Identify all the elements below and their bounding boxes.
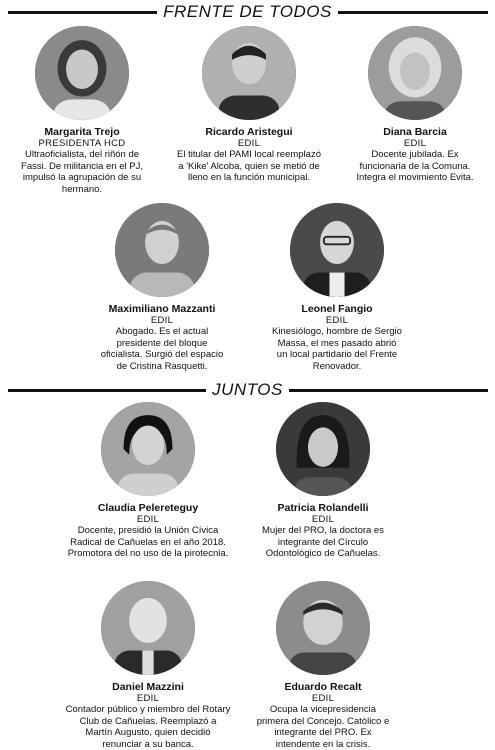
person-name: Leonel Fangio xyxy=(301,303,373,315)
person-role: EDIL xyxy=(325,315,349,326)
person-name: Ricardo Aristegui xyxy=(205,126,293,138)
portrait-photo xyxy=(276,581,370,675)
section-title-frente: FRENTE DE TODOS xyxy=(157,2,338,21)
person-description: Kinesiólogo, hombre de Sergio Massa, el mes pasado abrió un local partidario del Frente Renovador. xyxy=(272,326,402,372)
person-role: EDIL xyxy=(136,693,160,704)
person-role: PRESIDENTA HCD xyxy=(38,138,126,149)
person-name: Patricia Rolandelli xyxy=(277,502,369,514)
person-role: EDIL xyxy=(311,514,335,525)
person-name: Eduardo Recalt xyxy=(284,681,362,693)
profile-mazzanti xyxy=(77,203,247,372)
person-name: Margarita Trejo xyxy=(44,126,120,138)
section-header-juntos xyxy=(0,380,495,400)
person-name: Daniel Mazzini xyxy=(112,681,184,693)
profile-recalt xyxy=(238,581,408,750)
profile-fangio xyxy=(252,203,422,372)
profile-aristegui xyxy=(164,26,334,184)
person-role: EDIL xyxy=(311,693,335,704)
portrait-photo xyxy=(290,203,384,297)
person-role: EDIL xyxy=(136,514,160,525)
person-description: Docente, presidió la Unión Cívica Radical de Cañuelas en el año 2018. Promotora del no uso de la pirotecnia. xyxy=(67,525,229,559)
person-role: EDIL xyxy=(150,315,174,326)
profile-mazzini xyxy=(63,581,233,750)
person-description: Contador público y miembro del Rotary Club de Cañuelas. Reemplazó a Martín Augusto, quien decidió renunciar a su banca. xyxy=(65,704,231,750)
portrait-photo xyxy=(101,402,195,496)
person-description: Abogado. Es el actual presidente del bloque oficialista. Surgió del espacio de Cristina Rasquetti. xyxy=(100,326,224,372)
portrait-photo xyxy=(276,402,370,496)
profile-barcia xyxy=(330,26,495,184)
profile-rolandelli xyxy=(238,402,408,560)
person-name: Diana Barcia xyxy=(383,126,447,138)
portrait-photo xyxy=(202,26,296,120)
portrait-photo xyxy=(35,26,129,120)
person-description: Ocupa la vicepresidencia primera del Concejo. Católico e integrante del PRO. Ex intendente en la crisis. xyxy=(256,704,390,750)
person-role: EDIL xyxy=(403,138,427,149)
person-description: El titular del PAMI local reemplazó a 'Kike' Alcoba, quien se metió de lleno en la función municipal. xyxy=(177,149,321,183)
section-header-frente xyxy=(0,2,495,22)
portrait-photo xyxy=(115,203,209,297)
portrait-photo xyxy=(368,26,462,120)
section-title-juntos: JUNTOS xyxy=(206,380,289,399)
person-description: Docente jubilada. Ex funcionaria de la Comuna. Integra el movimiento Evita. xyxy=(356,149,474,183)
person-name: Claudia Pelereteguy xyxy=(97,502,199,514)
profile-trejo xyxy=(0,26,167,195)
person-description: Mujer del PRO, la doctora es integrante del Círculo Odontológico de Cañuelas. xyxy=(262,525,384,559)
person-description: Ultraoficialista, del riñón de Fassi. De militancia en el PJ, impulsó la agrupación de su hermano. xyxy=(21,149,143,195)
person-name: Maximiliano Mazzanti xyxy=(108,303,216,315)
profile-pelereteguy xyxy=(63,402,233,560)
person-role: EDIL xyxy=(237,138,261,149)
portrait-photo xyxy=(101,581,195,675)
